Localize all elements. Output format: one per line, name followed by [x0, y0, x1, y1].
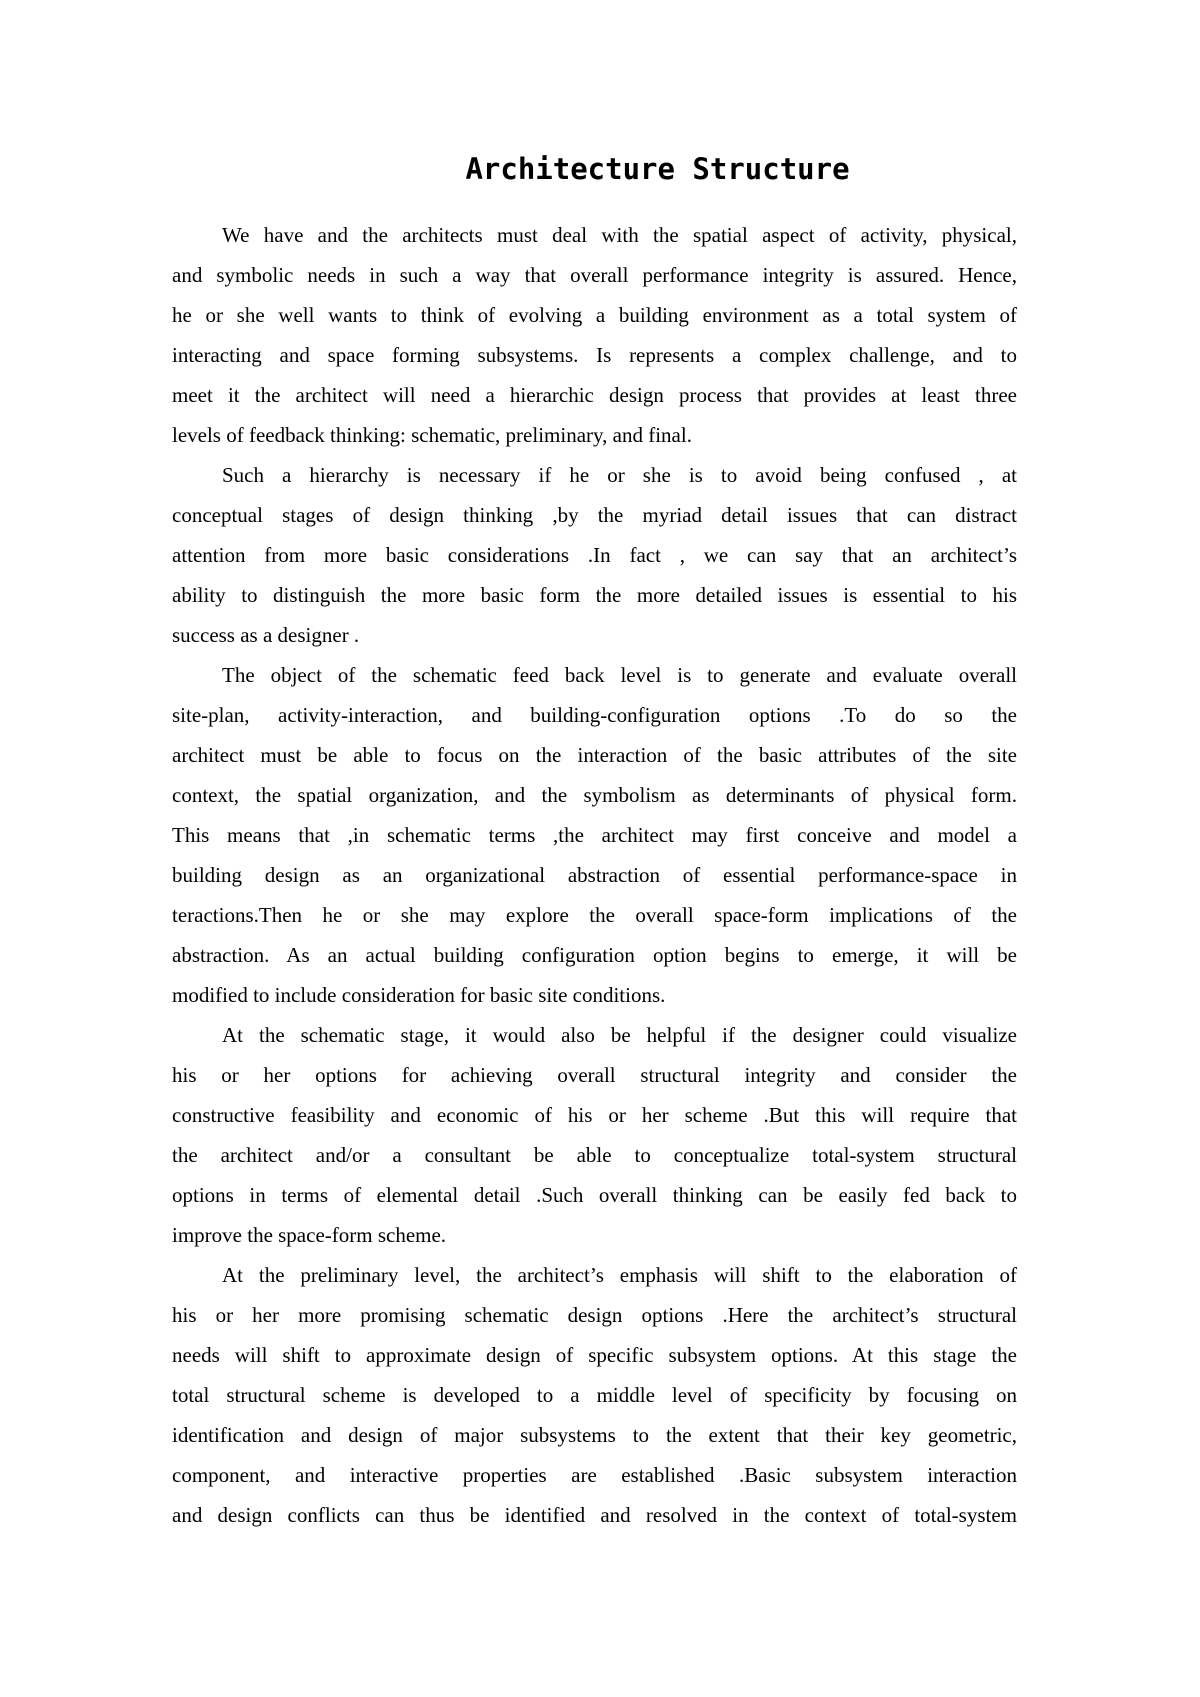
paragraph-line: teractions.Then he or she may explore the overall space-form implications of the: [172, 903, 1017, 927]
paragraph-line: The object of the schematic feed back level is to generate and evaluate overall: [222, 663, 1017, 687]
paragraph-line: the architect and/or a consultant be able to conceptualize total-system structural: [172, 1143, 1017, 1167]
paragraph-line: At the preliminary level, the architect’s emphasis will shift to the elaboration of: [222, 1263, 1017, 1287]
paragraph-line: improve the space-form scheme.: [172, 1223, 447, 1247]
paragraph-line: context, the spatial organization, and the symbolism as determinants of physical form.: [172, 783, 1017, 807]
paragraph-line: abstraction. As an actual building configuration option begins to emerge, it will be: [172, 943, 1017, 967]
paragraph-line: This means that ,in schematic terms ,the architect may first conceive and model a: [172, 823, 1017, 847]
paragraph-line: and design conflicts can thus be identified and resolved in the context of total-system: [172, 1503, 1017, 1527]
paragraph-line: architect must be able to focus on the interaction of the basic attributes of the site: [172, 743, 1017, 767]
document-title: Architecture Structure: [465, 152, 850, 186]
paragraph-line: total structural scheme is developed to a middle level of specificity by focusing on: [172, 1383, 1017, 1407]
paragraph-line: options in terms of elemental detail .Such overall thinking can be easily fed back to: [172, 1183, 1017, 1207]
paragraph-line: constructive feasibility and economic of his or her scheme .But this will require that: [172, 1103, 1017, 1127]
document-body: [172, 215, 1017, 1535]
paragraph-line: conceptual stages of design thinking ,by the myriad detail issues that can distract: [172, 503, 1017, 527]
paragraph-line: Such a hierarchy is necessary if he or she is to avoid being confused , at: [222, 463, 1017, 487]
paragraph-line: ability to distinguish the more basic form the more detailed issues is essential to his: [172, 583, 1017, 607]
paragraph-line: levels of feedback thinking: schematic, preliminary, and final.: [172, 423, 692, 447]
paragraph-line: At the schematic stage, it would also be helpful if the designer could visualize: [222, 1023, 1017, 1047]
paragraph-line: interacting and space forming subsystems. Is represents a complex challenge, and to: [172, 343, 1017, 367]
paragraph-line: attention from more basic considerations .In fact , we can say that an architect’s: [172, 543, 1017, 567]
paragraph-line: needs will shift to approximate design of specific subsystem options. At this stage the: [172, 1343, 1017, 1367]
paragraph-line: identification and design of major subsystems to the extent that their key geometric,: [172, 1423, 1017, 1447]
paragraph-line: his or her more promising schematic design options .Here the architect’s structural: [172, 1303, 1017, 1327]
paragraph-line: modified to include consideration for basic site conditions.: [172, 983, 666, 1007]
paragraph-line: he or she well wants to think of evolving a building environment as a total system of: [172, 303, 1017, 327]
paragraph-line: meet it the architect will need a hierarchic design process that provides at least three: [172, 383, 1017, 407]
paragraph-line: component, and interactive properties are established .Basic subsystem interaction: [172, 1463, 1017, 1487]
paragraph-line: success as a designer .: [172, 623, 360, 647]
paragraph-line: building design as an organizational abstraction of essential performance-space in: [172, 863, 1017, 887]
paragraph-line: site-plan, activity-interaction, and building-configuration options .To do so the: [172, 703, 1017, 727]
paragraph-line: We have and the architects must deal with the spatial aspect of activity, physical,: [222, 223, 1017, 247]
paragraph-line: and symbolic needs in such a way that overall performance integrity is assured. Hence,: [172, 263, 1017, 287]
paragraph-line: his or her options for achieving overall structural integrity and consider the: [172, 1063, 1017, 1087]
